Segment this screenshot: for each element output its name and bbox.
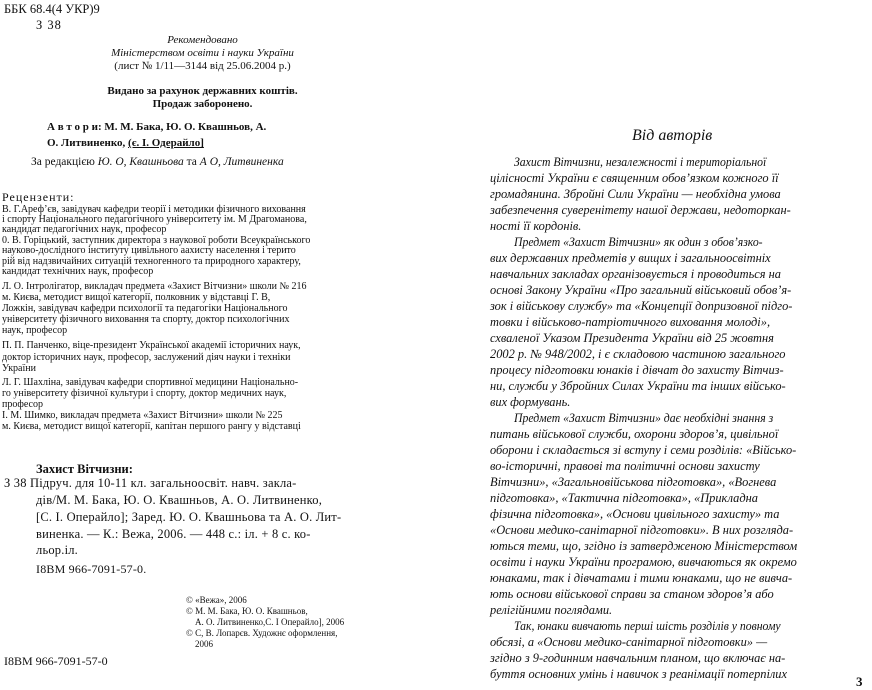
ministry-letter: (лист № 1/11—3144 від 25.06.2004 р.) bbox=[114, 60, 291, 72]
reviewer-line: кандидат педагогічних наук, професор bbox=[2, 224, 167, 235]
reviewer-line: м. Києва, методист вищої категорії, капітан першого рангу у відставці bbox=[2, 421, 301, 432]
funds-note: Видано за рахунок державних коштів. bbox=[107, 85, 298, 97]
copyright-line: © М. М. Бака, Ю. О. Квашньов, bbox=[186, 606, 308, 616]
text-line: підготовка», «Тактична підготовка», «Прикладна bbox=[490, 491, 758, 505]
reviewer-line: В. Г.Арефʼєв, завідувач кафедри теорії і методики фізичного виховання bbox=[2, 204, 306, 215]
reviewer-line: науково-дослідного інституту цивільного аахисту населення і терито bbox=[2, 245, 296, 256]
editor-2: А О, Литвиненка bbox=[199, 156, 284, 168]
text-line: во-історичні, правові та політичні основи захисту bbox=[490, 459, 760, 473]
reviewer-line: І. М. Шимко, викладач предмета «Захист Вітчизни» школи № 225 bbox=[2, 410, 283, 421]
text-line: основі Закону України «Про загальний військовий обовʼя- bbox=[490, 283, 792, 297]
text-line: навчальних закладах організовується і проводиться на bbox=[490, 267, 781, 281]
sale-prohibited-note: Продаж заборонено. bbox=[152, 98, 253, 110]
editors-line bbox=[31, 156, 284, 168]
left-page bbox=[0, 0, 385, 689]
reviewer-line: кандидат технічних наук, професор bbox=[2, 266, 154, 277]
text-line: питань військової служби, охорони здоровʼя, цивільної bbox=[490, 427, 779, 441]
text-line: Предмет «Захист Вітчизни» як один з обовʼязко- bbox=[514, 235, 763, 249]
catalog-line: З 38 Підруч. для 10-11 кл. загальноосвіт. навч. закла- bbox=[4, 476, 297, 490]
text-line: оборони і складається зі вступу і семи розділів: «Військо- bbox=[490, 443, 797, 457]
page-number: 3 bbox=[856, 674, 863, 689]
reviewer-line: Л. О. Інтролігатор, викладач предмета «Захист Вітчизни» школи № 216 bbox=[2, 281, 307, 292]
text-line: Вітчизни», «Загальновійськова підготовка», «Вогнева bbox=[490, 475, 777, 489]
text-line: товки і військово-патріотичного виховання молоді», bbox=[490, 315, 771, 329]
right-page bbox=[478, 0, 872, 689]
copyright-line: © С, В. Лопарєв. Художнє оформлення, bbox=[186, 628, 338, 638]
text-line: вих формувань. bbox=[490, 395, 571, 409]
text-line: ни, служби у Збройних Силах України та інших військо- bbox=[490, 379, 786, 393]
book-title: Захист Вітчизни: bbox=[36, 462, 133, 476]
text-line: згідно з 9-годинним навчальним планом, що включає на- bbox=[490, 651, 786, 665]
reviewer-line: го університету фізичної культури і спорту, доктор медичних наук, bbox=[2, 388, 287, 399]
catalog-line: дів/М. М. Бака, Ю. О. Квашньов, А. О. Литвиненко, bbox=[36, 493, 323, 507]
authors-names-1: М. М. Бака, Ю. О. Квашньов, А. bbox=[101, 121, 267, 133]
reviewer-line: України bbox=[2, 363, 36, 374]
text-line: громадянина. Збройні Сили України — необхідна умова bbox=[490, 187, 781, 201]
ministry-label: Міністерством освіти і науки України bbox=[111, 47, 294, 59]
text-line: процесу підготовки юнаків і дівчат до захисту Вітчиз- bbox=[490, 363, 784, 377]
authors-line-2 bbox=[47, 137, 204, 149]
section-title: Від авторів bbox=[632, 127, 713, 144]
reviewer-line: університету фізичного виховання та спорту, доктор психологічних bbox=[2, 314, 290, 325]
reviewer-line: доктор історичних наук, професор, заслужений діяч науки і техніки bbox=[2, 352, 291, 363]
text-line: 2002 р. № 948/2002, і є складовою частиною загального bbox=[490, 347, 786, 361]
text-line: обсязі, а «Основи медико-санітарної підготовки» — bbox=[490, 635, 768, 649]
copyright-line: 2006 bbox=[186, 639, 213, 649]
text-line: вих державних предметів у вищих і загальноосвітніх bbox=[490, 251, 771, 265]
copyright-line: А. О. Литвиненко,С. І Операйло], 2006 bbox=[186, 617, 345, 627]
text-line: Так, юнаки вивчають перші шість розділів у повному bbox=[514, 619, 781, 633]
text-line: схваленої Указом Президента України від 25 жовтня bbox=[490, 331, 774, 345]
text-line: релігійними поглядами. bbox=[490, 603, 613, 617]
authors-names-2: О. Литвиненко, bbox=[47, 137, 129, 149]
catalog-line: [С. І. Операйло]; Заред. Ю. О. Квашньова та А. О. Лит- bbox=[36, 510, 342, 524]
reviewer-line: П. П. Панченко, віце-президент Української академії історичних наук, bbox=[2, 340, 301, 351]
text-line: ються теми, що, згідно із затвердженою Міністерством bbox=[490, 539, 798, 553]
reviewer-line: наук, професор bbox=[2, 325, 68, 336]
copyright-line: © «Вежа», 2006 bbox=[186, 595, 247, 605]
reviewer-line: професор bbox=[2, 399, 43, 410]
authors-line-1 bbox=[47, 121, 266, 133]
author-sign: З 38 bbox=[36, 18, 62, 32]
reviewer-line: м. Києва, методист вищої категорії, полковник у відставці Г. В, bbox=[2, 292, 271, 303]
text-line: освіти і науки України програмою, вивчаються як окремо bbox=[490, 555, 797, 569]
authors-label: А в т о р и: bbox=[47, 121, 102, 133]
text-line: цілісності України є священним обовʼязком кожного її bbox=[490, 171, 779, 185]
reviewer-line: 0. В. Горіцький, заступник директора з наукової роботи Всеукраїнського bbox=[2, 235, 311, 246]
catalog-line: льор.іл. bbox=[36, 543, 78, 557]
bbk-index: ББК 68.4(4 УКР)9 bbox=[4, 2, 100, 16]
text-line: буття основних умінь і навичок з реанімації потерпілих bbox=[490, 667, 788, 681]
reviewer-line: Л. Г. Шахліна, завідувач кафедри спортивної медицини Національно- bbox=[2, 377, 299, 388]
reviewer-line: Ложкін, завідувач кафедри психології та педагогіки Національного bbox=[2, 303, 288, 314]
editor-1: Ю. О, Квашньова bbox=[97, 156, 184, 168]
text-line: юнаками, так і дівчатами і тими юнаками, що не вивча- bbox=[490, 571, 793, 585]
text-line: зок і військову службу» та «Концепції допризовної підго- bbox=[490, 299, 793, 313]
isbn-2: I8BM 966-7091-57-0 bbox=[4, 654, 108, 668]
text-line: фізична підготовка», «Основи цивільного захисту» та bbox=[490, 507, 780, 521]
text-line: забезпечення суверенітету нашої держави, недоторкан- bbox=[490, 203, 791, 217]
editors-and: та bbox=[183, 156, 200, 168]
authors-link[interactable]: (є. І. Одерайло] bbox=[128, 137, 204, 149]
isbn-1: І8ВМ 966-7091-57-0. bbox=[36, 562, 147, 576]
editors-prefix: За редакцією bbox=[31, 156, 98, 168]
catalog-line: виненка. — К.: Вежа, 2006. — 448 с.: іл. + 8 с. ко- bbox=[36, 527, 311, 541]
text-line: «Основи медико-санітарної підготовки». В них розгляда- bbox=[490, 523, 794, 537]
text-line: ності її кордонів. bbox=[490, 219, 582, 233]
text-line: Захист Вітчизни, незалежності і територіальної bbox=[514, 155, 767, 169]
reviewers-title: Рецензенти: bbox=[2, 190, 75, 204]
text-line: Предмет «Захист Вітчизни» дає необхідні знання з bbox=[514, 411, 774, 425]
text-line: ють основи військової справи за станом здоровʼя або bbox=[490, 587, 774, 601]
reviewer-line: і спорту Національного педагогічного університету ім. М Драгоманова, bbox=[2, 214, 307, 225]
recommended-label: Рекомендовано bbox=[167, 34, 238, 46]
reviewer-line: рій від надзвичайних ситуацій техногенного та природного характеру, bbox=[2, 256, 301, 267]
